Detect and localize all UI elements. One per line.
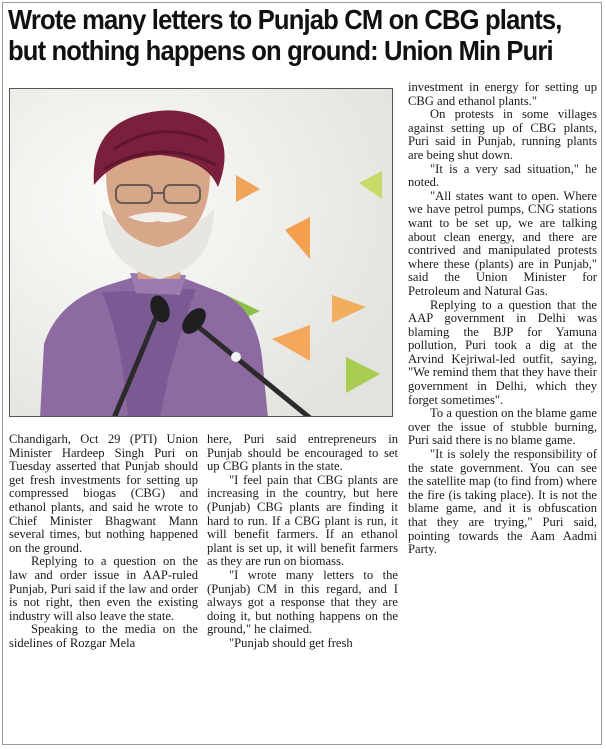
speaker-illustration <box>10 89 393 417</box>
paragraph: To a question on the blame game over the issue of stubble burning, Puri said there is no blame game. <box>408 406 597 448</box>
paragraph: Chandigarh, Oct 29 (PTI) Union Minister Hardeep Singh Puri on Tuesday asserted that Punjab should get fresh investments for setting up compressed biogas (CBG) and ethanol plants, and said he wrote to Chief Minister Bhagwant Mann several times, but nothing happened on the ground. <box>9 432 198 555</box>
paragraph: "All states want to open. Where we have petrol pumps, CNG stations want to be set up, we are talking about clean energy, and there are contrived and manipulated protests where these (plants) are in Punjab," said the Union Minister for Petroleum and Natural Gas. <box>408 188 597 298</box>
paragraph: "Punjab should get fresh <box>229 635 353 650</box>
paragraph: Replying to a question that the AAP government in Delhi was blaming the BJP for Yamuna pollution, Puri took a dig at the Arvind Kejriwal-led outfit, saying, "We remind them that they have their government in Delhi, which they forget sometimes". <box>408 297 597 407</box>
article-column-2 <box>207 433 398 745</box>
paragraph: "It is a very sad situation," he noted. <box>408 161 597 190</box>
article-column-3 <box>408 81 597 745</box>
paragraph: On protests in some villages against setting up of CBG plants, Puri said in Punjab, running plants are being shut down. <box>408 107 597 162</box>
paragraph: "I feel pain that CBG plants are increasing in the country, but here (Punjab) CBG plants are finding it hard to run. If a CBG plant is run, it will benefit farmers. If an ethanol plant is set up, it will benefit farmers as they are run on biomass. <box>207 472 398 569</box>
paragraph: Speaking to the media on the sidelines of Rozgar Mela <box>9 622 198 650</box>
paragraph: "It is solely the responsibility of the state government. You can see the satellite map (to find from) where the fire (is taking place). It is not the blame game, and it is obfuscation that they are trying," Puri said, pointing towards the Aam Aadmi Party. <box>408 447 597 557</box>
paragraph: Replying to a question on the law and order issue in AAP-ruled Punjab, Puri said if the law and order is not right, then even the existing industry will also leave the state. <box>9 554 198 623</box>
paragraph: "I wrote many letters to the (Punjab) CM in this regard, and I always got a response that they are doing it, but nothing happens on the ground," he claimed. <box>207 567 398 637</box>
paragraph: investment in energy for setting up CBG and ethanol plants." <box>408 80 597 108</box>
headline-line-1: Wrote many letters to Punjab CM on CBG plants, <box>8 4 562 35</box>
headline-line-2: but nothing happens on ground: Union Min Puri <box>8 35 553 66</box>
article-headline <box>8 4 562 66</box>
paragraph: here, Puri said entrepreneurs in Punjab should be encouraged to set up CBG plants in the state. <box>207 432 398 474</box>
article-column-1 <box>9 433 198 745</box>
article-photo <box>9 88 393 417</box>
